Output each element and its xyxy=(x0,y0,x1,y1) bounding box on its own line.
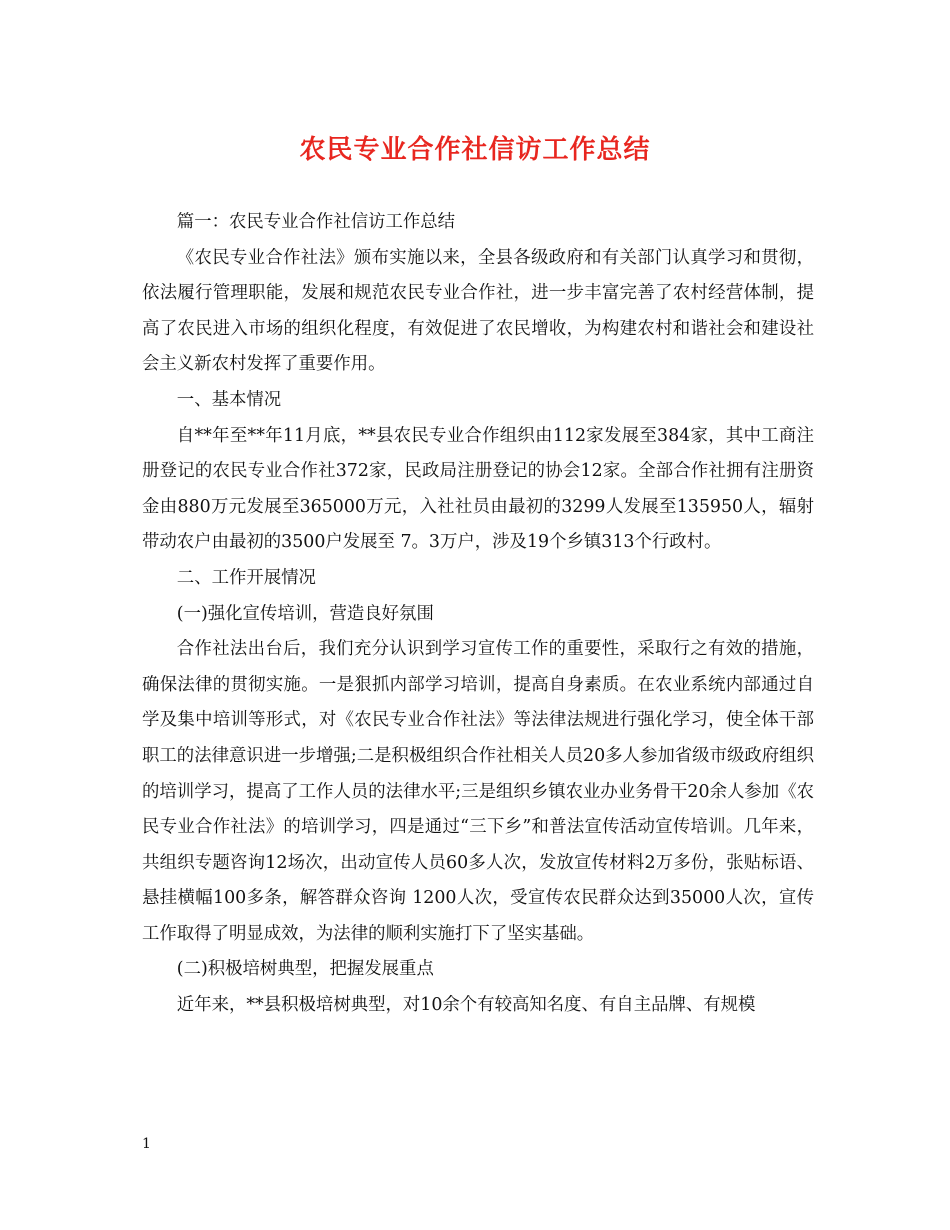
section-heading: 一、基本情况 xyxy=(176,389,282,410)
paragraph: 自**年至**年11月底，**县农民专业合作组织由112家发展至384家，其中工商注册登记的农民专业合作社372家，民政局注册登记的协会12家。全部合作社拥有注册资金由880万元发展至365000万元，入社社员由最初的3299人发展至135950人，辐射带动农户由最初的3500户发展至 7。3万户，涉及19个乡镇313个行政村。 xyxy=(142,425,814,553)
paragraph: 合作社法出台后，我们充分认识到学习宣传工作的重要性，采取行之有效的措施，确保法律的贯彻实施。一是狠抓内部学习培训，提高自身素质。在农业系统内部通过自学及集中培训等形式，对《农民专业合作社法》等法律法规进行强化学习，使全体干部职工的法律意识进一步增强;二是积极组织合作社相关人员20多人参加省级市级政府组织的培训学习，提高了工作人员的法律水平;三是组织乡镇农业办业务骨干20余人参加《农民专业合作社法》的培训学习，四是通过“三下乡”和普法宣传活动宣传培训。几年来，共组织专题咨询12场次，出动宣传人员60多人次，发放宣传材料2万多份，张贴标语、悬挂横幅100多条，解答群众咨询 1200人次，受宣传农民群众达到35000人次，宣传工作取得了明显成效，为法律的顺利实施打下了坚实基础。 xyxy=(142,639,814,944)
document-title: 农民专业合作社信访工作总结 xyxy=(299,135,651,165)
document-body xyxy=(142,205,814,1024)
section-heading: 篇一：农民专业合作社信访工作总结 xyxy=(176,212,456,232)
subsection-heading: (一)强化宣传培训，营造良好氛围 xyxy=(176,603,434,624)
page-number: 1 xyxy=(142,1136,151,1152)
paragraph: 近年来，**县积极培树典型，对10余个有较高知名度、有自主品牌、有规模 xyxy=(176,995,756,1016)
subsection-heading: (二)积极培树典型，把握发展重点 xyxy=(176,959,434,980)
paragraph: 《农民专业合作社法》颁布实施以来，全县各级政府和有关部门认真学习和贯彻，依法履行管理职能，发展和规范农民专业合作社，进一步丰富完善了农村经营体制，提高了农民进入市场的组织化程度，有效促进了农民增收，为构建农村和谐社会和建设社会主义新农村发挥了重要作用。 xyxy=(142,247,814,375)
section-heading: 二、工作开展情况 xyxy=(176,567,316,588)
